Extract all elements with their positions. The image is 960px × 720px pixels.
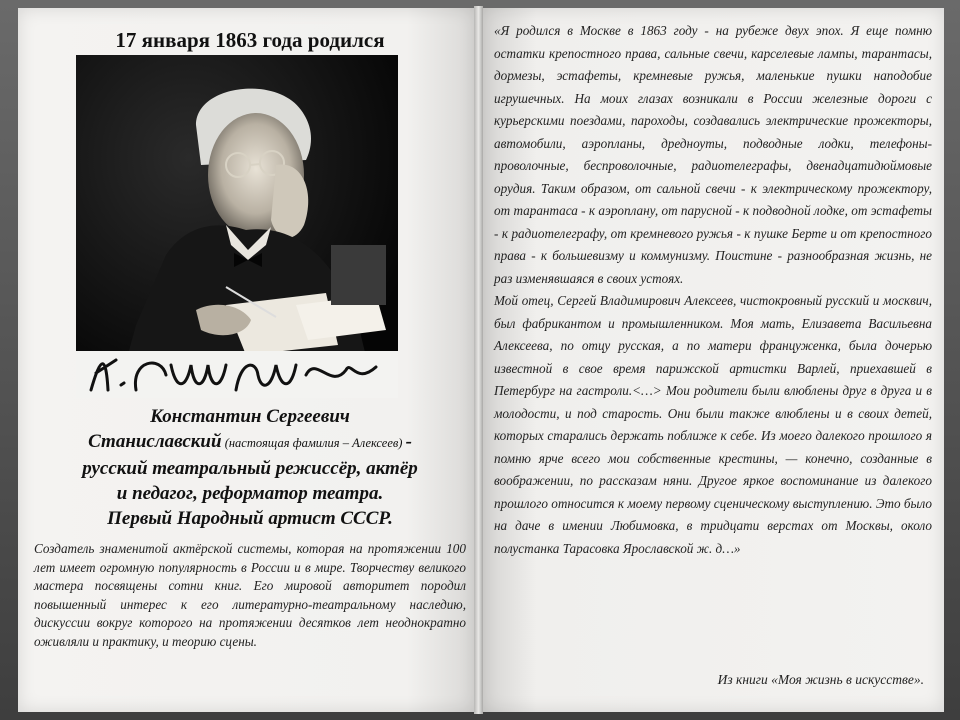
memoir-quote	[494, 20, 932, 560]
quote-paragraph-2: Мой отец, Сергей Владимирович Алексеев, чистокровный русский и москвич, был фабрикантом и промышленником. Моя мать, Елизавета Васильевна Алексеева, по отцу русская, а по матери француженка, была дочерью известной в свое время парижской артистки Варлей, приехавшей в Петербург на гастроли.<…> Мои родители были влюблены друг в друга и в молодости, и под старость. Они были также влюблены и в своих детей, которых старались держать поближе к себе. Из моего далекого прошлого я помню ярче всего мои собственные крестины, — конечно, созданные в воображении, по рассказам няни. Другое яркое воспоминание из далекого прошлого относится к моему первому сценическому выступлению. Это было на даче в имении Любимовка, в тридцати верстах от Москвы, около полустанка Тарасовка Ярославской ж. д…»	[494, 293, 932, 556]
surname: Станиславский	[88, 431, 222, 452]
name-line-3: русский театральный режиссёр, актёр	[82, 458, 418, 479]
name-line-5: Первый Народный артист СССР.	[107, 508, 393, 529]
description-text: Создатель знаменитой актёрской системы, которая на протяжении 100 лет имеет огромную популярность в России и в мире. Творчеству великого мастера посвящены сотни книг. Его мировой авторитет породил повышенный интерес к его литературно-театральному наследию, дискуссии вокруг которого на протяжении десятков лет неоднократно оживляли и практику, и теорию сцены.	[34, 541, 466, 649]
date-heading: 17 января 1863 года родился	[115, 28, 385, 52]
name-line-4: и педагог, реформатор театра.	[116, 483, 384, 504]
name-line-1: Константин Сергеевич	[150, 406, 350, 427]
real-surname-note: (настоящая фамилия – Алексеев)	[221, 436, 406, 450]
name-dash: -	[405, 431, 412, 452]
book-spine	[474, 6, 483, 714]
name-block	[34, 404, 466, 531]
quote-paragraph-1: «Я родился в Москве в 1863 году - на рубеже двух эпох. Я еще помню остатки крепостного права, сальные свечи, карселевые лампы, тарантасы, дормезы, эстафеты, кремневые ружья, маленькие пушки наподобие игрушечных. На моих глазах возникали в России железные дороги с курьерскими поездами, пароходы, создавались электрические прожекторы, автомобили, аэропланы, дредноуты, подводные лодки, телефоны-проволочные, беспроволочные, радиотелеграфы, двенадцатидюймовые орудия. Таким образом, от сальной свечи - к электрическому прожектору, от тарантаса - к аэроплану, от парусной - к подводной лодке, от эстафеты - к радиотелеграфу, от кремневого ружья - к пушке Берте и от крепостного права - к большевизму и коммунизму. Поистине - разнообразная жизнь, не раз изменявшаяся в своих устоях.	[494, 23, 932, 286]
quote-source: Из книги «Моя жизнь в искусстве».	[717, 672, 924, 687]
portrait-illustration	[76, 55, 398, 398]
name-line-2	[34, 429, 466, 456]
portrait-photo	[76, 55, 398, 398]
